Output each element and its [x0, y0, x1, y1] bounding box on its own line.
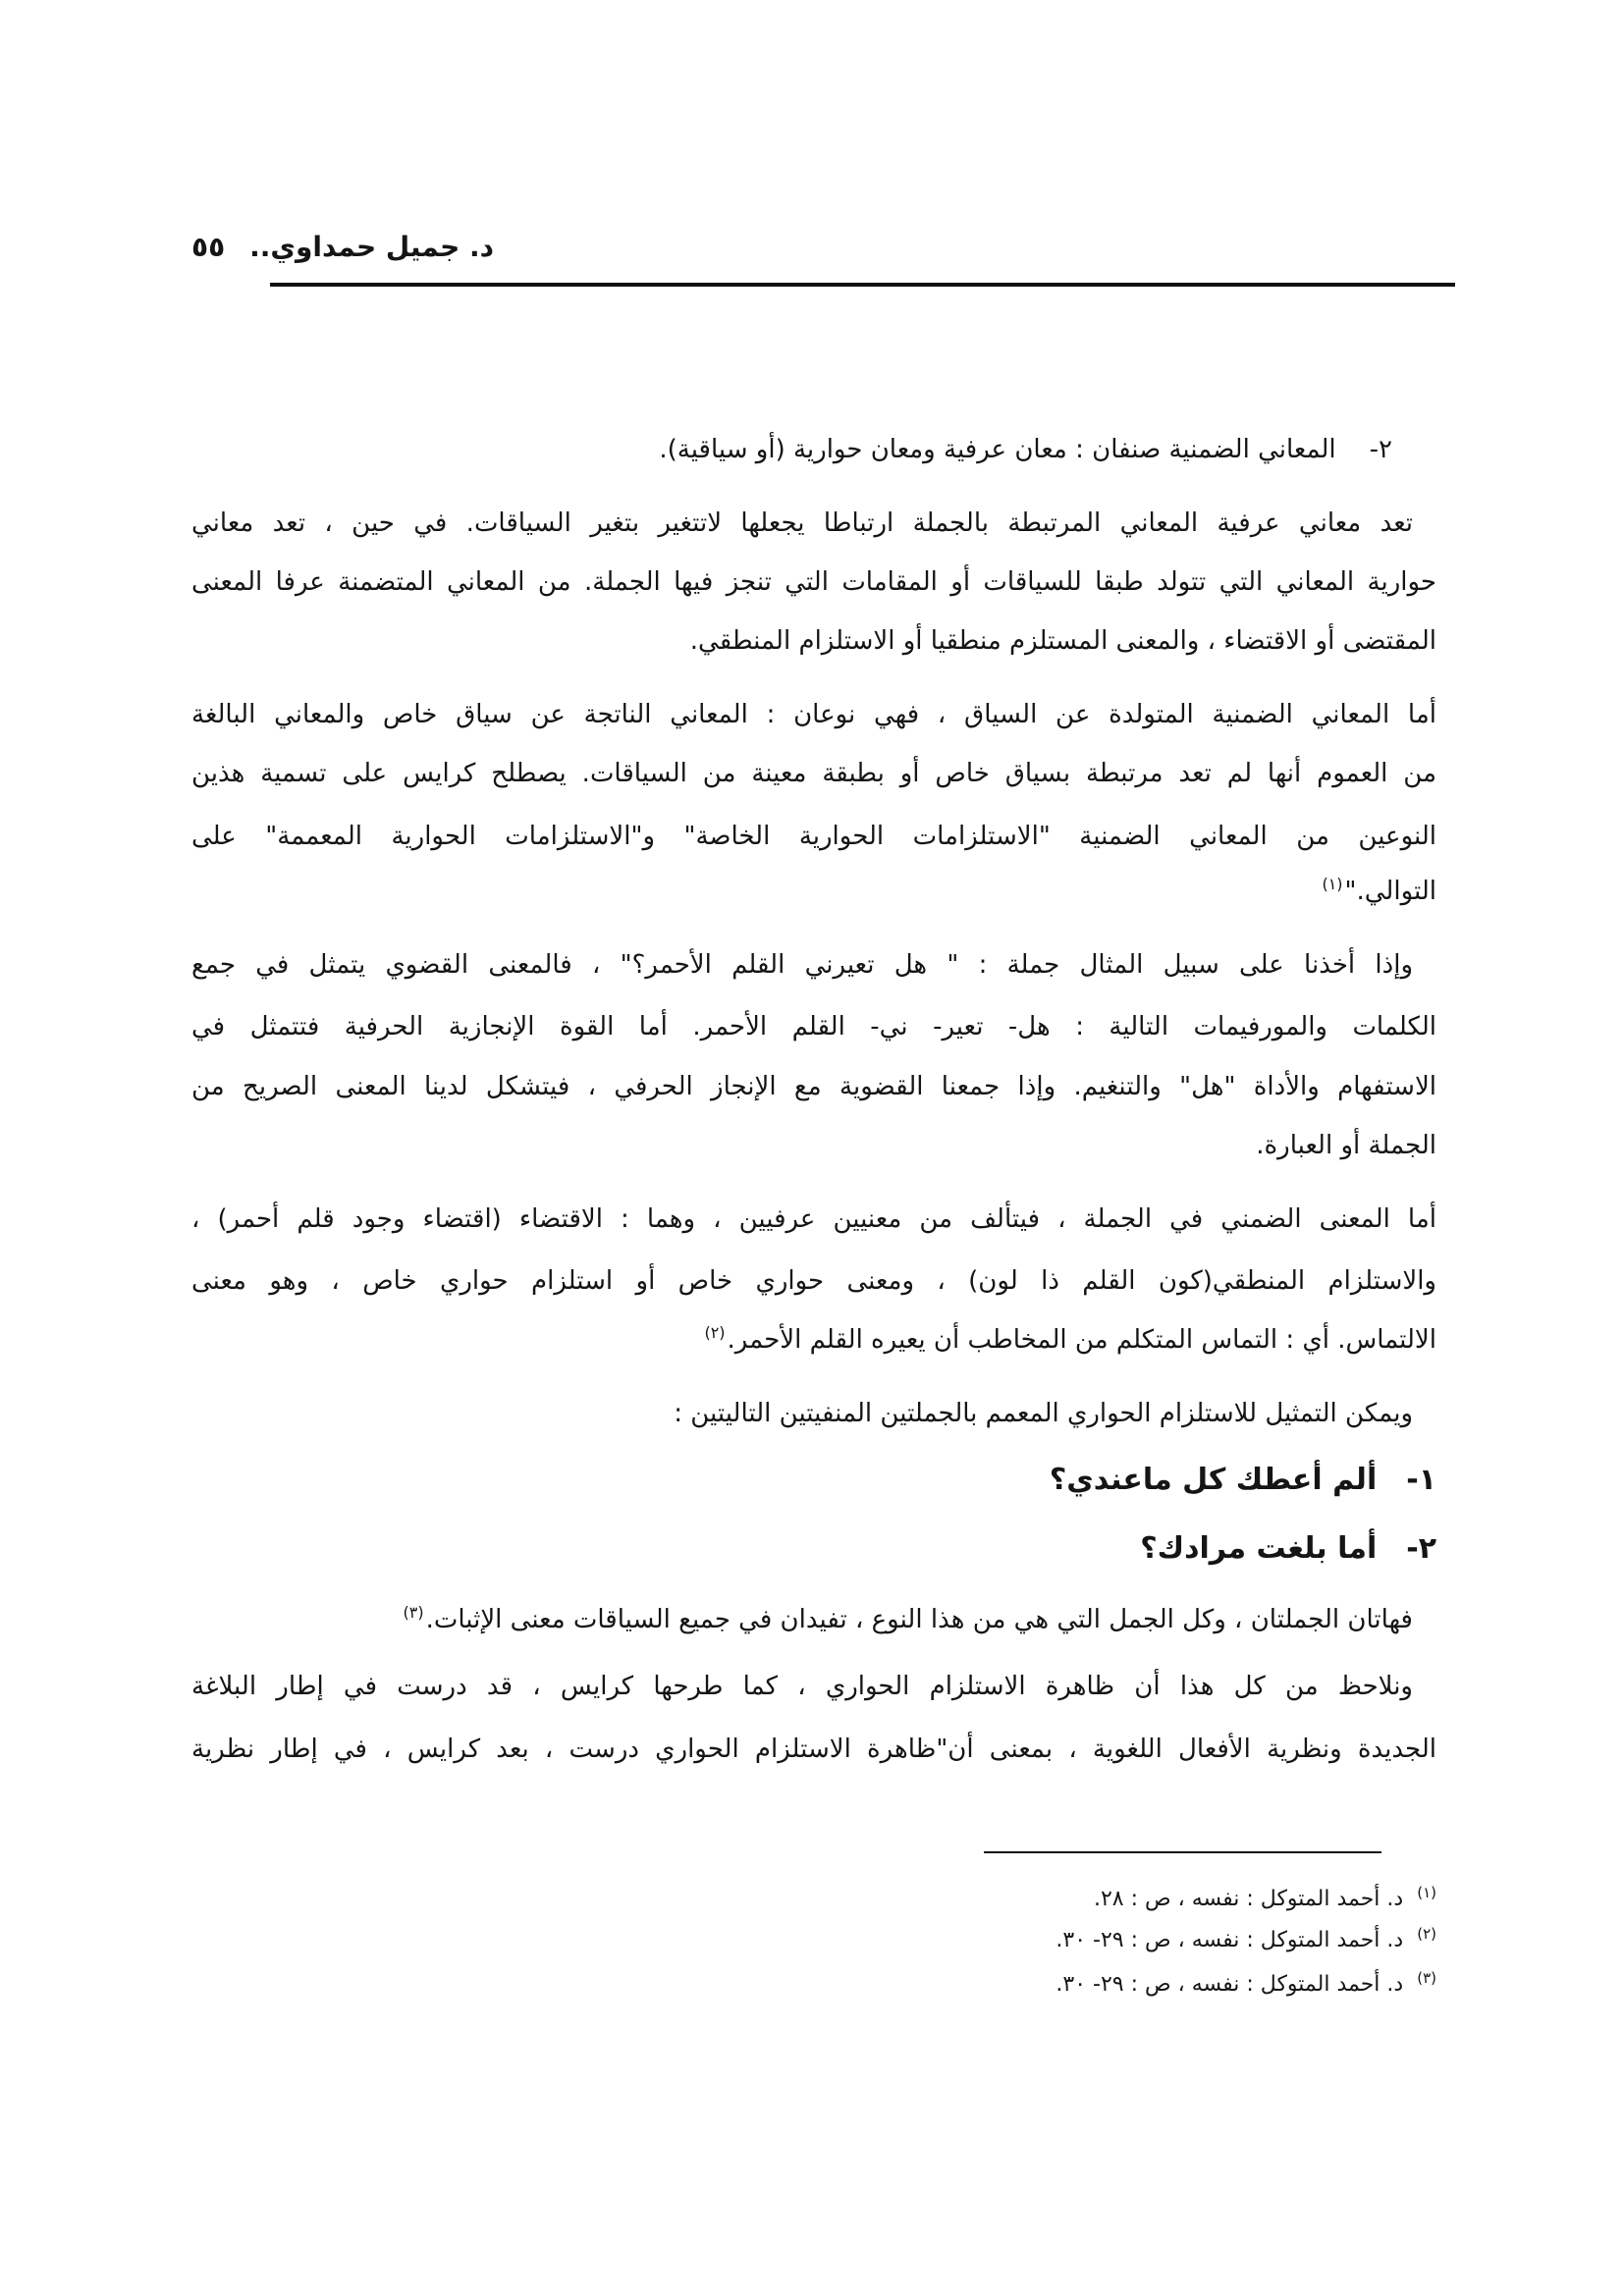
body-line-text: المقتضى أو الاقتضاء ، والمعنى المستلزم منطقيا أو الاستلزام المنطقي. [689, 626, 1436, 656]
body-line-text: الجديدة ونظرية الأفعال اللغوية ، بمعنى أن"ظاهرة الاستلزام الحواري درست ، بعد كرايس ، في إطار نظرية [191, 1735, 1436, 1764]
body-line [191, 1195, 1436, 1244]
example-item [191, 1524, 1436, 1574]
section-number: ٢- [1369, 435, 1392, 464]
footnote: (٢)د. أحمد المتوكل : نفسه ، ص : ٢٩- ٣٠. [1056, 1924, 1436, 1952]
body-line-text: أما المعنى الضمني في الجملة ، فيتألف من معنيين عرفيين ، وهما : الاقتضاء (اقتضاء وجود قلم أحمر) ، [191, 1204, 1436, 1234]
body-line-text: النوعين من المعاني الضمنية "الاستلزامات الحوارية الخاصة" و"الاستلزامات الحوارية المعممة" على [191, 822, 1436, 851]
body-line-text: أما المعاني الضمنية المتولدة عن السياق ، فهي نوعان : المعاني الناتجة عن سياق خاص والمعاني البالغة [191, 700, 1436, 729]
body-line-text: الاستفهام والأداة "هل" والتنغيم. وإذا جمعنا القضوية مع الإنجاز الحرفي ، فيتشكل لدينا المعنى الصريح من [191, 1072, 1436, 1101]
body-line [191, 499, 1436, 548]
example-number: ١- [1406, 1463, 1436, 1497]
footnote: (١)د. أحمد المتوكل : نفسه ، ص : ٢٨. [1093, 1883, 1436, 1911]
body-line [191, 690, 1436, 739]
body-line [191, 812, 1436, 861]
body-line-text: ونلاحظ من كل هذا أن ظاهرة الاستلزام الحواري ، كما طرحها كرايس ، قد درست في إطار البلاغة [191, 1672, 1413, 1701]
footnote: (٣)د. أحمد المتوكل : نفسه ، ص : ٢٩- ٣٠. [1056, 1968, 1436, 1997]
section-heading [191, 425, 1436, 474]
body-line [191, 1725, 1436, 1774]
example-text: أما بلغت مرادك؟ [1140, 1531, 1378, 1566]
header-author: د. جميل حمداوي.. [249, 231, 494, 263]
body-line [191, 1121, 1436, 1170]
body-line-text: ويمكن التمثيل للاستلزام الحواري المعمم بالجملتين المنفيتين التاليتين : [674, 1399, 1413, 1428]
body-line-text: التوالي." [1344, 877, 1436, 906]
footnote-separator [984, 1851, 1381, 1853]
body-line-text: من العموم أنها لم تعد مرتبطة بسياق خاص أو بطبقة معينة من السياقات. يصطلح كرايس على تسمية هذين [191, 759, 1436, 788]
body-line-text: الالتماس. أي : التماس المتكلم من المخاطب أن يعيره القلم الأحمر. [727, 1325, 1436, 1355]
body-line-text: والاستلزام المنطقي(كون القلم ذا لون) ، ومعنى حواري خاص أو استلزام حواري خاص ، وهو معنى [191, 1266, 1436, 1296]
section-heading-text: المعاني الضمنية صنفان : معان عرفية ومعان حوارية (أو سياقية). [659, 435, 1336, 464]
body-line [191, 1595, 1436, 1644]
example-text: ألم أعطك كل ماعندي؟ [1049, 1463, 1378, 1497]
body-line [191, 1389, 1436, 1438]
body-line [191, 1662, 1436, 1711]
body-line [191, 1315, 1436, 1364]
footnote-ref-marker: (١) [1322, 875, 1343, 894]
body-line [191, 1002, 1436, 1051]
body-line [191, 867, 1436, 916]
body-line-text: الجملة أو العبارة. [1256, 1131, 1436, 1160]
footnote-ref-marker: (٢) [704, 1323, 726, 1343]
header-rule [270, 283, 1455, 287]
example-number: ٢- [1406, 1531, 1436, 1566]
body-line [191, 1062, 1436, 1111]
footnote-ref-marker: (٣) [403, 1603, 424, 1623]
body-line-text: الكلمات والمورفيمات التالية : هل- تعير- ني- القلم الأحمر. أما القوة الإنجازية الحرفية فتتمثل في [191, 1012, 1436, 1041]
body-line [191, 558, 1436, 607]
body-line [191, 940, 1436, 989]
body-line-text: حوارية المعاني التي تتولد طبقا للسياقات أو المقامات التي تنجز فيها الجملة. من المعاني المتضمنة عرفا المعنى [191, 567, 1436, 597]
footnote-text: د. أحمد المتوكل : نفسه ، ص : ٢٩- ٣٠. [1056, 1972, 1404, 1997]
footnote-text: د. أحمد المتوكل : نفسه ، ص : ٢٩- ٣٠. [1056, 1928, 1404, 1952]
body-line-text: تعد معاني عرفية المعاني المرتبطة بالجملة ارتباطا يجعلها لاتتغير بتغير السياقات. في حين ، تعد معاني [191, 508, 1413, 538]
example-item [191, 1456, 1436, 1505]
footnote-text: د. أحمد المتوكل : نفسه ، ص : ٢٨. [1093, 1887, 1404, 1911]
page-number: ٥٥ [191, 231, 226, 263]
body-line [191, 616, 1436, 666]
body-line-text: فهاتان الجملتان ، وكل الجمل التي هي من هذا النوع ، تفيدان في جميع السياقات معنى الإثبات. [425, 1605, 1413, 1634]
body-line [191, 749, 1436, 798]
body-line-text: وإذا أخذنا على سبيل المثال جملة : " هل تعيرني القلم الأحمر؟" ، فالمعنى القضوي يتمثل في جمع [191, 950, 1413, 980]
body-line [191, 1256, 1436, 1306]
